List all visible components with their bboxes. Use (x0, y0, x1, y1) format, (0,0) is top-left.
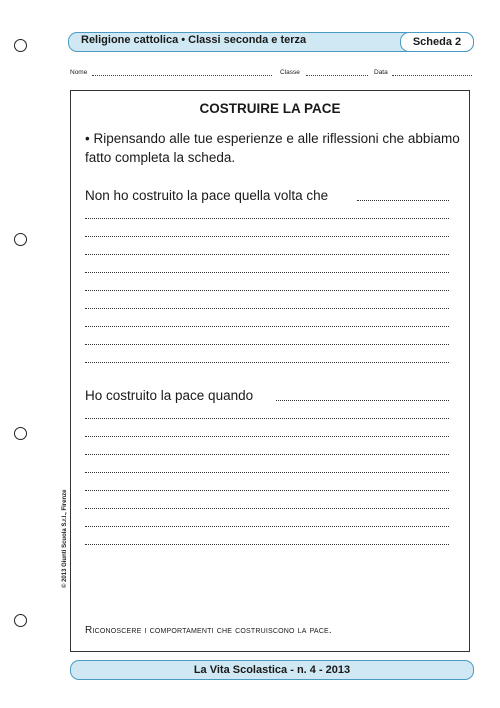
answer-line[interactable] (85, 362, 449, 363)
answer-line[interactable] (85, 490, 449, 491)
classe-field[interactable] (306, 75, 368, 76)
answer-line[interactable] (85, 254, 449, 255)
binder-hole-3 (14, 427, 27, 440)
answer-line[interactable] (85, 418, 449, 419)
classe-label: Classe (280, 69, 300, 76)
sheet-badge: Scheda 2 (400, 32, 474, 52)
answer-line[interactable] (85, 454, 449, 455)
answer-line[interactable] (85, 472, 449, 473)
data-field[interactable] (392, 75, 472, 76)
answer-line[interactable] (357, 200, 449, 201)
copyright-text: © 2013 Giunti Scuola S.r.l., Firenze (62, 489, 68, 588)
answer-line[interactable] (85, 326, 449, 327)
answer-line[interactable] (276, 400, 449, 401)
answer-line[interactable] (85, 290, 449, 291)
answer-line[interactable] (85, 436, 449, 437)
nome-field[interactable] (92, 75, 272, 76)
answer-line[interactable] (85, 236, 449, 237)
answer-line[interactable] (85, 508, 449, 509)
answer-line[interactable] (85, 218, 449, 219)
worksheet-box (70, 90, 470, 652)
prompt-not-built: Non ho costruito la pace quella volta che (85, 188, 329, 203)
answer-line[interactable] (85, 544, 449, 545)
name-row (70, 69, 472, 79)
header-bar (68, 32, 474, 52)
binder-hole-1 (14, 39, 27, 52)
header-title: Religione cattolica • Classi seconda e terza (81, 34, 307, 46)
answer-line[interactable] (85, 344, 449, 345)
instruction-text: • Ripensando alle tue esperienze e alle riflessioni che abbiamo fatto completa la scheda. (85, 131, 460, 165)
objective-note: Riconoscere i comportamenti che costruiscono la pace. (85, 625, 332, 636)
answer-line[interactable] (85, 526, 449, 527)
prompt-built: Ho costruito la pace quando (85, 388, 254, 403)
binder-hole-2 (14, 233, 27, 246)
data-label: Data (374, 69, 388, 76)
footer-bar: La Vita Scolastica - n. 4 - 2013 (70, 660, 474, 680)
binder-hole-4 (14, 614, 27, 627)
worksheet-title: COSTRUIRE LA PACE (199, 101, 341, 116)
answer-line[interactable] (85, 308, 449, 309)
answer-line[interactable] (85, 272, 449, 273)
nome-label: Nome (70, 69, 88, 76)
